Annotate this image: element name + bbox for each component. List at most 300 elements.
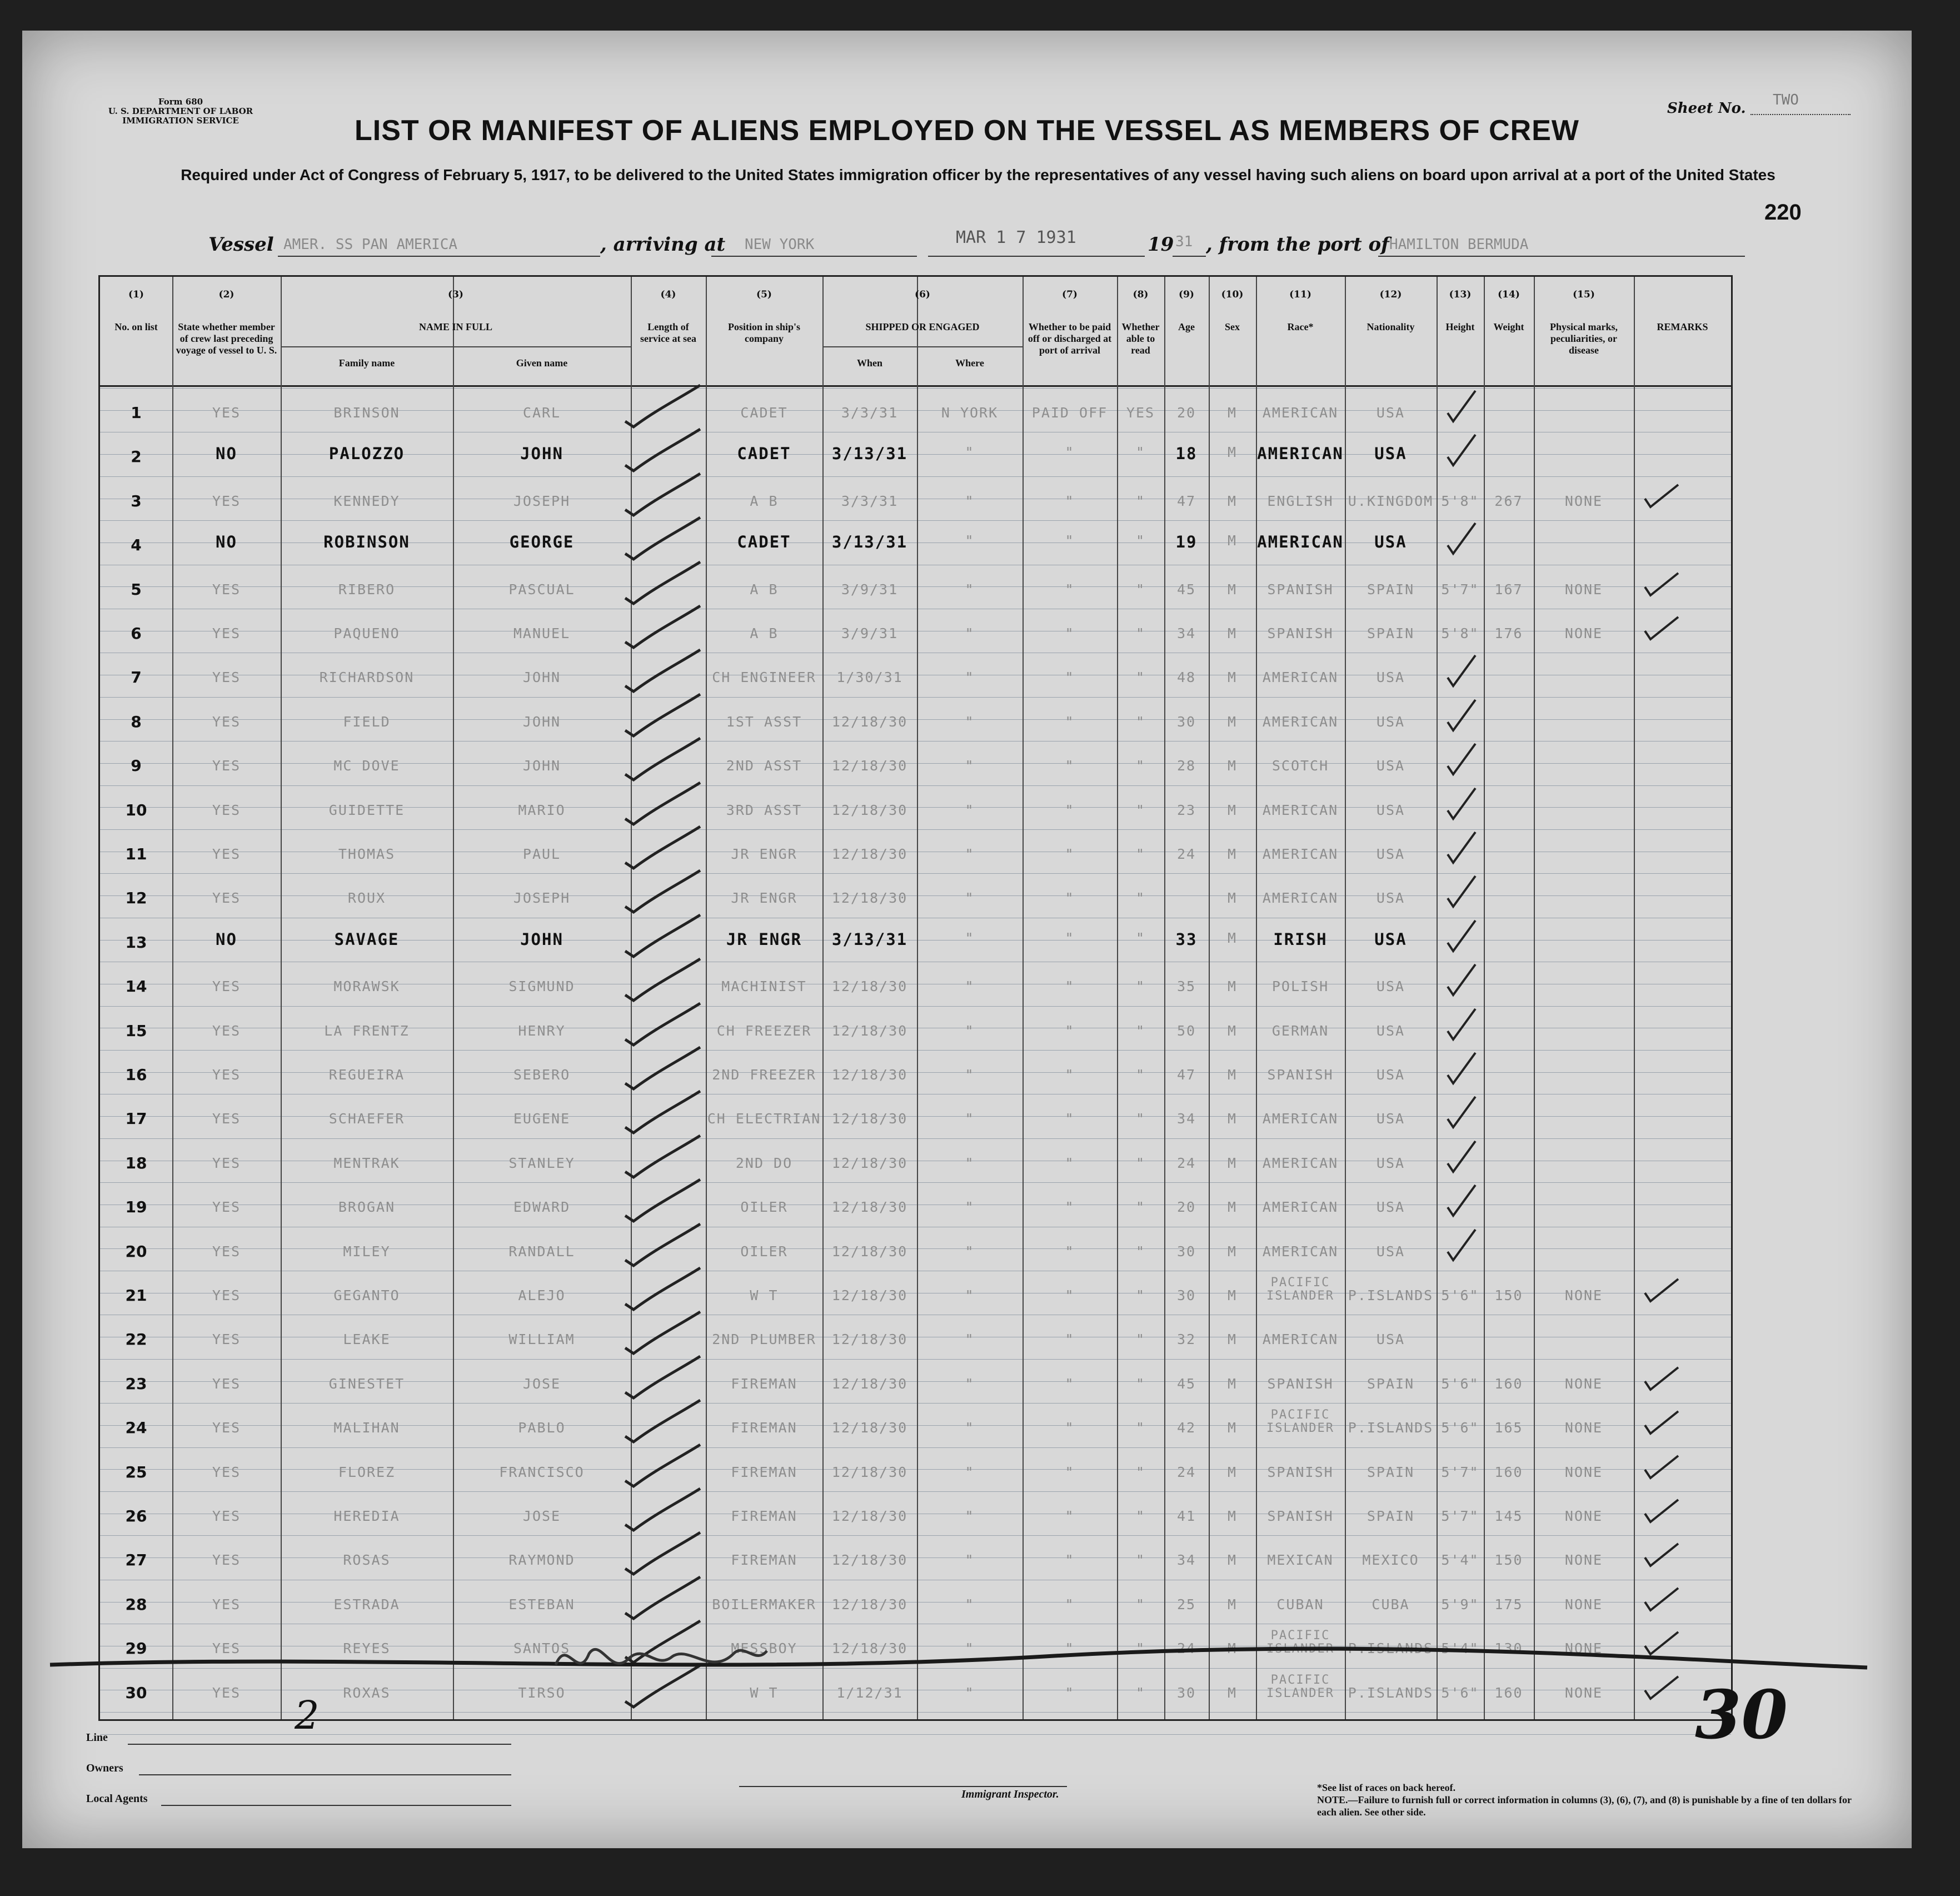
cell-sex: M <box>1227 1199 1238 1216</box>
year-value: 31 <box>1175 233 1193 250</box>
cell-age: 34 <box>1176 625 1196 641</box>
cell-where: " <box>965 929 975 946</box>
cell-nat: USA <box>1374 929 1407 949</box>
table-row <box>100 1050 1731 1094</box>
cell-sex: M <box>1227 1287 1238 1303</box>
row-number: 7 <box>131 668 142 687</box>
cell-age: 48 <box>1176 669 1196 686</box>
cell-when: 12/18/30 <box>831 802 908 818</box>
department-name: U. S. DEPARTMENT OF LABOR <box>108 106 253 116</box>
cell-given: JOHN <box>522 713 561 730</box>
table-row <box>100 873 1731 917</box>
date-underline <box>928 256 1145 257</box>
check-mark-icon <box>1642 1538 1681 1571</box>
cell-when: 12/18/30 <box>831 1464 908 1480</box>
column-number: (11) <box>1289 289 1311 300</box>
cell-given: FRANCISCO <box>499 1464 585 1480</box>
cell-family: LA FRENTZ <box>324 1022 410 1039</box>
cell-when: 3/9/31 <box>841 625 899 641</box>
cell-family: KENNEDY <box>333 492 400 509</box>
cell-sex: M <box>1227 581 1238 598</box>
check-mark-icon <box>622 426 706 476</box>
cell-read: " <box>1135 1199 1146 1216</box>
cell-paid: " <box>1065 1464 1075 1480</box>
cell-age: 24 <box>1176 1154 1196 1171</box>
cell-read: " <box>1135 1684 1146 1701</box>
cell-position: MACHINIST <box>721 978 807 995</box>
cell-where: " <box>965 1375 975 1392</box>
cell-age: 30 <box>1176 1243 1196 1260</box>
cell-read: " <box>1135 890 1146 907</box>
check-mark-icon <box>1445 1138 1478 1177</box>
cell-given: SIGMUND <box>508 978 575 995</box>
cell-given: JOHN <box>522 758 561 774</box>
column-header: Height <box>1445 321 1475 332</box>
cell-race: PACIFIC ISLANDER <box>1266 1629 1334 1656</box>
cell-given: JOSEPH <box>513 492 571 509</box>
arriving-value: NEW YORK <box>745 236 815 253</box>
cell-age: 18 <box>1175 444 1198 464</box>
column-number: (5) <box>756 289 772 300</box>
row-number: 26 <box>125 1507 147 1525</box>
row-number: 6 <box>131 624 142 643</box>
cell-position: BOILERMAKER <box>712 1596 816 1613</box>
column-header: Weight <box>1493 321 1524 332</box>
cell-given: GEORGE <box>509 533 575 552</box>
year-prefix: 19 <box>1148 233 1174 256</box>
cell-family: ROSAS <box>343 1552 391 1569</box>
cell-read: " <box>1135 846 1146 862</box>
cell-family: MC DOVE <box>333 758 400 774</box>
handwritten-count: 30 <box>1695 1676 1788 1754</box>
cell-nat: USA <box>1376 978 1405 995</box>
column-header: Sex <box>1225 321 1240 332</box>
cell-prev: YES <box>212 846 241 862</box>
cell-given: JOSEPH <box>513 890 571 907</box>
cell-prev: YES <box>212 1111 241 1127</box>
column-header: REMARKS <box>1657 321 1708 332</box>
table-row <box>100 1182 1731 1226</box>
cell-family: RICHARDSON <box>319 669 415 686</box>
row-number: 25 <box>125 1462 147 1481</box>
cell-height: 5'7" <box>1441 1508 1479 1524</box>
table-row <box>100 1580 1731 1624</box>
cell-marks: NONE <box>1564 1640 1603 1657</box>
cell-age: 19 <box>1175 533 1198 552</box>
line-underline <box>128 1744 511 1745</box>
cell-paid: " <box>1065 846 1075 862</box>
table-row <box>100 653 1731 696</box>
cell-position: FIREMAN <box>731 1420 797 1436</box>
cell-family: THOMAS <box>338 846 396 862</box>
row-number: 10 <box>125 800 147 819</box>
cell-given: ALEJO <box>518 1287 566 1303</box>
year-underline <box>1173 256 1206 257</box>
cell-when: 3/13/31 <box>831 929 908 949</box>
cell-marks: NONE <box>1564 1684 1603 1701</box>
cell-where: " <box>965 1022 975 1039</box>
table-row <box>100 388 1731 432</box>
cell-when: 12/18/30 <box>831 1243 908 1260</box>
cell-prev: YES <box>212 1243 241 1260</box>
cell-paid: " <box>1065 1243 1075 1260</box>
cell-family: GINESTET <box>328 1375 405 1392</box>
cell-nat: SPAIN <box>1366 1508 1415 1524</box>
column-number: (1) <box>128 289 144 300</box>
column-header: NAME IN FULL <box>418 321 492 332</box>
cell-read: " <box>1135 713 1146 730</box>
check-mark-icon <box>622 1044 706 1094</box>
check-mark-icon <box>622 1177 706 1227</box>
cell-paid: " <box>1065 929 1075 946</box>
check-mark-icon <box>622 1486 706 1536</box>
cell-weight: 267 <box>1494 492 1523 509</box>
table-row <box>100 476 1731 520</box>
column-number: (3) <box>448 289 463 300</box>
cell-position: FIREMAN <box>731 1552 797 1569</box>
cell-sex: M <box>1227 625 1238 641</box>
cell-family: FIELD <box>343 713 391 730</box>
row-number: 18 <box>125 1153 147 1172</box>
cell-prev: YES <box>212 1508 241 1524</box>
cell-sex: M <box>1227 1375 1238 1392</box>
cell-weight: 165 <box>1494 1420 1523 1436</box>
cell-nat: SPAIN <box>1366 1375 1415 1392</box>
table-row <box>100 609 1731 653</box>
cell-when: 12/18/30 <box>831 1640 908 1657</box>
table-row <box>100 1138 1731 1182</box>
cell-height: 5'9" <box>1441 1596 1479 1613</box>
column-subheader: Where <box>955 357 984 369</box>
cell-given: JOHN <box>520 444 563 464</box>
cell-race: AMERICAN <box>1262 1199 1339 1216</box>
cell-prev: YES <box>212 1464 241 1480</box>
vessel-value: AMER. SS PAN AMERICA <box>283 236 458 253</box>
cell-read: " <box>1135 1596 1146 1613</box>
table-row <box>100 829 1731 873</box>
cell-where: " <box>965 1287 975 1303</box>
cell-read: " <box>1135 802 1146 818</box>
cell-weight: 160 <box>1494 1464 1523 1480</box>
check-mark-icon <box>1642 568 1681 601</box>
check-mark-icon <box>1445 741 1478 780</box>
column-number: (14) <box>1498 289 1520 300</box>
cell-age: 30 <box>1176 1684 1196 1701</box>
cell-marks: NONE <box>1564 1420 1603 1436</box>
cell-paid: " <box>1065 1596 1075 1613</box>
table-row <box>100 1535 1731 1579</box>
cell-height: 5'4" <box>1441 1640 1479 1657</box>
cell-paid: " <box>1065 713 1075 730</box>
cell-family: REYES <box>343 1640 391 1657</box>
column-number: (4) <box>660 289 676 300</box>
cell-height: 5'7" <box>1441 581 1479 598</box>
table-row <box>100 962 1731 1006</box>
check-mark-icon <box>622 824 706 874</box>
cell-sex: M <box>1227 669 1238 686</box>
cell-sex: M <box>1227 1552 1238 1569</box>
cell-nat: USA <box>1376 405 1405 421</box>
cell-age: 28 <box>1176 758 1196 774</box>
cell-nat: SPAIN <box>1366 625 1415 641</box>
cell-where: " <box>965 1640 975 1657</box>
cell-paid: " <box>1065 1331 1075 1348</box>
table-row <box>100 1447 1731 1491</box>
cell-race: AMERICAN <box>1257 533 1344 552</box>
cell-race: AMERICAN <box>1262 1111 1339 1127</box>
cell-prev: NO <box>216 533 237 552</box>
cell-race: AMERICAN <box>1262 405 1339 421</box>
cell-race: PACIFIC ISLANDER <box>1266 1409 1334 1436</box>
cell-race: AMERICAN <box>1262 713 1339 730</box>
cell-marks: NONE <box>1564 492 1603 509</box>
cell-read: " <box>1135 1552 1146 1569</box>
cell-read: " <box>1135 1464 1146 1480</box>
cell-when: 3/13/31 <box>831 533 908 552</box>
vessel-label: Vessel <box>208 233 274 256</box>
column-subheader: Given name <box>516 357 568 369</box>
cell-position: CADET <box>737 444 791 464</box>
cell-nat: USA <box>1376 890 1405 907</box>
cell-where: " <box>965 846 975 862</box>
cell-given: JOSE <box>522 1508 561 1524</box>
cell-position: CADET <box>740 405 788 421</box>
cell-position: 2ND PLUMBER <box>712 1331 816 1348</box>
cell-given: SANTOS <box>513 1640 571 1657</box>
check-mark-icon <box>622 956 706 1006</box>
cell-paid: " <box>1065 1199 1075 1216</box>
cell-race: PACIFIC ISLANDER <box>1266 1276 1334 1303</box>
column-header: Age <box>1178 321 1195 332</box>
cell-weight: 150 <box>1494 1287 1523 1303</box>
check-mark-icon <box>622 780 706 830</box>
arriving-underline <box>711 256 917 257</box>
cell-sex: M <box>1227 1420 1238 1436</box>
cell-paid: " <box>1065 802 1075 818</box>
cell-sex: M <box>1227 1596 1238 1613</box>
cell-family: SAVAGE <box>334 929 400 949</box>
cell-where: " <box>965 758 975 774</box>
column-header: Physical marks, peculiarities, or disease <box>1549 321 1618 356</box>
footer-note <box>1317 1781 1873 1818</box>
service-name: IMMIGRATION SERVICE <box>122 116 239 126</box>
cell-family: HEREDIA <box>333 1508 400 1524</box>
cell-weight: 130 <box>1494 1640 1523 1657</box>
row-number: 13 <box>125 933 147 952</box>
column-header: State whether member of crew last preceding voyage of vessel to U. S. <box>176 321 277 356</box>
row-number: 8 <box>131 712 142 731</box>
cell-age: 25 <box>1176 1596 1196 1613</box>
cell-nat: USA <box>1376 758 1405 774</box>
cell-paid: " <box>1065 1067 1075 1083</box>
cell-race: AMERICAN <box>1262 802 1339 818</box>
port-label: , from the port of <box>1206 233 1389 256</box>
cell-read: " <box>1135 1287 1146 1303</box>
cell-when: 12/18/30 <box>831 978 908 995</box>
check-mark-icon <box>622 735 706 785</box>
cell-sex: M <box>1227 1022 1238 1039</box>
cell-marks: NONE <box>1564 1596 1603 1613</box>
cell-age: 45 <box>1176 581 1196 598</box>
check-mark-icon <box>622 1442 706 1492</box>
cell-nat: USA <box>1376 1199 1405 1216</box>
table-row <box>100 1359 1731 1403</box>
cell-where: " <box>965 713 975 730</box>
cell-read: " <box>1135 1022 1146 1039</box>
cell-when: 12/18/30 <box>831 1199 908 1216</box>
table-row <box>100 1227 1731 1271</box>
cell-weight: 167 <box>1494 581 1523 598</box>
port-underline <box>1378 256 1745 257</box>
cell-age: 30 <box>1176 1287 1196 1303</box>
cell-family: MENTRAK <box>333 1154 400 1171</box>
cell-height: 5'6" <box>1441 1420 1479 1436</box>
cell-race: MEXICAN <box>1267 1552 1334 1569</box>
table-row <box>100 520 1731 564</box>
row-number: 1 <box>131 404 142 422</box>
table-row <box>100 918 1731 962</box>
cell-where: N YORK <box>941 405 999 421</box>
cell-position: FIREMAN <box>731 1508 797 1524</box>
cell-age: 30 <box>1176 713 1196 730</box>
check-mark-icon <box>622 1088 706 1138</box>
table-row <box>100 1491 1731 1535</box>
cell-prev: YES <box>212 669 241 686</box>
cell-prev: YES <box>212 758 241 774</box>
form-number: Form 680 <box>158 97 203 107</box>
check-mark-icon <box>622 603 706 653</box>
cell-read: " <box>1135 1331 1146 1348</box>
cell-read: " <box>1135 1111 1146 1127</box>
cell-age: 33 <box>1175 929 1198 949</box>
cell-read: " <box>1135 1420 1146 1436</box>
row-number: 22 <box>125 1330 147 1349</box>
cell-race: SCOTCH <box>1271 758 1329 774</box>
cell-given: JOSE <box>522 1375 561 1392</box>
cell-height: 5'7" <box>1441 1464 1479 1480</box>
cell-nat: P.ISLANDS <box>1348 1420 1434 1436</box>
owners-underline <box>139 1774 511 1775</box>
cell-where: " <box>965 1420 975 1436</box>
header-divider <box>100 385 1731 387</box>
column-number: (12) <box>1379 289 1402 300</box>
cell-nat: USA <box>1374 444 1407 464</box>
cell-sex: M <box>1227 802 1238 818</box>
cell-given: TIRSO <box>518 1684 566 1701</box>
column-header: Whether able to read <box>1121 321 1160 356</box>
cell-race: AMERICAN <box>1262 1154 1339 1171</box>
check-mark-icon <box>622 1353 706 1404</box>
cell-age: 20 <box>1176 405 1196 421</box>
check-mark-icon <box>1642 1406 1681 1439</box>
cell-sex: M <box>1227 978 1238 995</box>
cell-weight: 175 <box>1494 1596 1523 1613</box>
cell-paid: " <box>1065 1154 1075 1171</box>
cell-nat: USA <box>1376 846 1405 862</box>
cell-position: 2ND ASST <box>726 758 802 774</box>
cell-race: SPANISH <box>1267 625 1334 641</box>
row-rule <box>100 1734 1731 1735</box>
cell-when: 12/18/30 <box>831 758 908 774</box>
cell-where: " <box>965 802 975 818</box>
cell-given: STANLEY <box>508 1154 575 1171</box>
cell-given: EUGENE <box>513 1111 571 1127</box>
check-mark-icon <box>622 868 706 918</box>
check-mark-icon <box>1642 1450 1681 1484</box>
cell-prev: YES <box>212 405 241 421</box>
cell-when: 12/18/30 <box>831 1022 908 1039</box>
cell-paid: " <box>1065 1375 1075 1392</box>
column-number: (13) <box>1449 289 1472 300</box>
cell-sex: M <box>1227 492 1238 509</box>
closing-strike-line <box>44 1643 1878 1687</box>
cell-sex: M <box>1227 1508 1238 1524</box>
cell-age: 34 <box>1176 1552 1196 1569</box>
cell-given: JOHN <box>522 669 561 686</box>
cell-marks: NONE <box>1564 1287 1603 1303</box>
cell-when: 12/18/30 <box>831 890 908 907</box>
row-number: 30 <box>125 1683 147 1702</box>
cell-read: " <box>1135 1375 1146 1392</box>
cell-nat: CUBA <box>1371 1596 1410 1613</box>
check-mark-icon <box>622 1309 706 1359</box>
cell-when: 3/13/31 <box>831 444 908 464</box>
cell-when: 12/18/30 <box>831 1067 908 1083</box>
cell-sex: M <box>1227 1067 1238 1083</box>
cell-sex: M <box>1227 929 1238 946</box>
cell-when: 12/18/30 <box>831 1552 908 1569</box>
cell-family: LEAKE <box>343 1331 391 1348</box>
cell-sex: M <box>1227 1331 1238 1348</box>
cell-race: SPANISH <box>1267 1375 1334 1392</box>
column-header: Length of service at sea <box>640 321 696 344</box>
cell-position: FIREMAN <box>731 1375 797 1392</box>
cell-read: " <box>1135 758 1146 774</box>
cell-read: " <box>1135 625 1146 641</box>
local-agents-label: Local Agents <box>86 1793 148 1805</box>
cell-height: 5'8" <box>1441 492 1479 509</box>
cell-family: MORAWSK <box>333 978 400 995</box>
arrival-date-stamp: MAR 1 7 1931 <box>956 228 1076 247</box>
races-note: *See list of races on back hereof. <box>1317 1782 1456 1793</box>
check-mark-icon <box>1445 697 1478 736</box>
cell-nat: P.ISLANDS <box>1348 1684 1434 1701</box>
cell-family: BRINSON <box>333 405 400 421</box>
cell-read: " <box>1135 1154 1146 1171</box>
cell-where: " <box>965 1464 975 1480</box>
cell-nat: USA <box>1376 1067 1405 1083</box>
column-number: (6) <box>915 289 930 300</box>
cell-given: PASCUAL <box>508 581 575 598</box>
cell-paid: " <box>1065 1287 1075 1303</box>
table-row <box>100 697 1731 741</box>
cell-sex: M <box>1227 1154 1238 1171</box>
cell-race: AMERICAN <box>1262 890 1339 907</box>
cell-position: 2ND DO <box>735 1154 793 1171</box>
cell-prev: YES <box>212 1067 241 1083</box>
cell-nat: USA <box>1376 669 1405 686</box>
manifest-sheet <box>22 31 1912 1848</box>
cell-position: 1ST ASST <box>726 713 802 730</box>
cell-prev: YES <box>212 1154 241 1171</box>
cell-where: " <box>965 1684 975 1701</box>
cell-height: 5'6" <box>1441 1684 1479 1701</box>
cell-when: 12/18/30 <box>831 1111 908 1127</box>
column-header: SHIPPED OR ENGAGED <box>865 321 980 332</box>
cell-where: " <box>965 1508 975 1524</box>
cell-family: PAQUENO <box>333 625 400 641</box>
check-mark-icon <box>622 647 706 697</box>
